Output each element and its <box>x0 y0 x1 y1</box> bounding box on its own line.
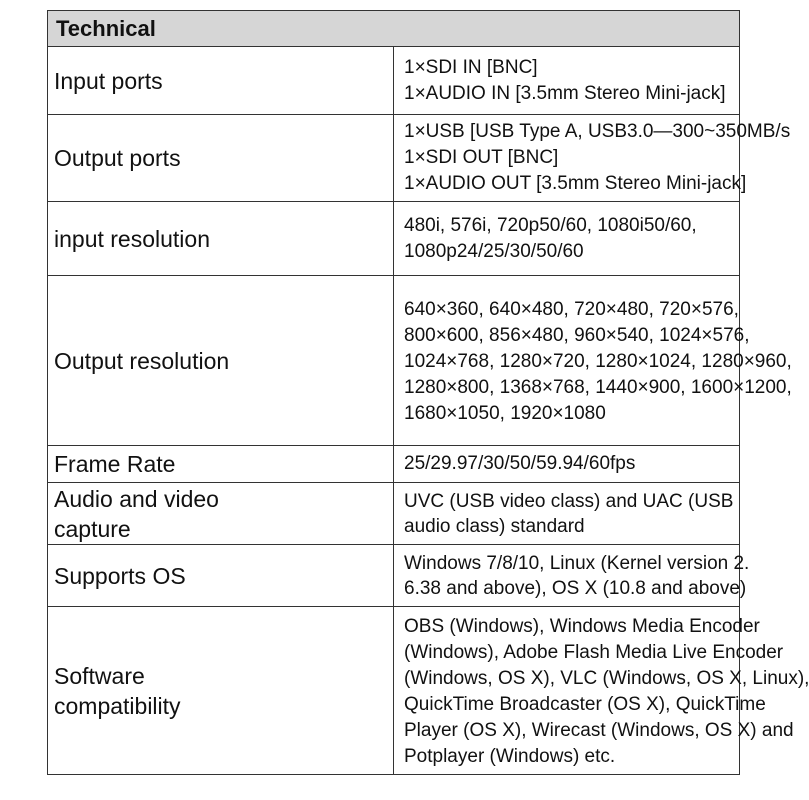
table-row-frame-rate <box>48 446 740 483</box>
row-label: Input ports <box>48 47 394 115</box>
label-line: Software <box>54 662 145 689</box>
value-line: 1×AUDIO OUT [3.5mm Stereo Mini-jack] <box>404 173 747 194</box>
value-line: UVC (USB video class) and UAC (USB <box>404 490 734 512</box>
row-value <box>394 47 740 115</box>
row-label: Supports OS <box>48 545 394 607</box>
value-line: 1024×768, 1280×720, 1280×1024, 1280×960, <box>404 350 792 372</box>
value-line: 6.38 and above), OS X (10.8 and above) <box>404 577 747 599</box>
row-value <box>394 607 809 775</box>
row-value <box>394 115 791 202</box>
value-line: (Windows, OS X), VLC (Windows, OS X, Linux), <box>404 667 809 689</box>
table-row-input-ports <box>48 47 740 115</box>
row-label: Output resolution <box>48 276 394 446</box>
value-line: Windows 7/8/10, Linux (Kernel version 2. <box>404 552 750 574</box>
row-label: Frame Rate <box>48 446 394 483</box>
technical-spec-table <box>47 10 809 775</box>
value-line: 1×AUDIO IN [3.5mm Stereo Mini-jack] <box>404 82 726 104</box>
value-line: 640×360, 640×480, 720×480, 720×576, <box>404 298 739 320</box>
row-value <box>394 446 740 483</box>
value-line: 1×SDI IN [BNC] <box>404 56 538 78</box>
label-line: Audio and video <box>54 485 219 512</box>
value-line: 480i, 576i, 720p50/60, 1080i50/60, <box>404 214 697 236</box>
row-label: Output ports <box>48 115 394 202</box>
value-line: 1080p24/25/30/50/60 <box>404 240 584 262</box>
row-value <box>394 276 792 446</box>
value-line: QuickTime Broadcaster (OS X), QuickTime <box>404 693 766 715</box>
row-label <box>48 483 394 545</box>
table-row-output-resolution <box>48 276 740 446</box>
label-line: capture <box>54 515 131 542</box>
value-line: OBS (Windows), Windows Media Encoder <box>404 615 760 637</box>
table-row-audio-video-capture <box>48 483 740 545</box>
row-label: input resolution <box>48 202 394 276</box>
table-row-input-resolution <box>48 202 740 276</box>
table-title: Technical <box>48 11 740 47</box>
value-line: 1280×800, 1368×768, 1440×900, 1600×1200, <box>404 376 792 398</box>
value-line: Potplayer (Windows) etc. <box>404 745 616 767</box>
row-value <box>394 545 750 607</box>
value-line: Player (OS X), Wirecast (Windows, OS X) and <box>404 719 794 741</box>
value-line: 1680×1050, 1920×1080 <box>404 402 606 424</box>
table-row-software-compatibility <box>48 607 740 775</box>
value-line: audio class) standard <box>404 515 585 537</box>
table-row-output-ports <box>48 115 740 202</box>
row-value <box>394 202 740 276</box>
value-line: 25/29.97/30/50/59.94/60fps <box>404 453 636 474</box>
value-line: 1×SDI OUT [BNC] <box>404 147 559 168</box>
table-header-row <box>48 11 740 47</box>
value-line: (Windows), Adobe Flash Media Live Encoder <box>404 641 784 663</box>
row-label <box>48 607 394 775</box>
label-line: compatibility <box>54 692 181 719</box>
value-line: 800×600, 856×480, 960×540, 1024×576, <box>404 324 750 346</box>
row-value <box>394 483 740 545</box>
value-line: 1×USB [USB Type A, USB3.0—300~350MB/s <box>404 121 791 142</box>
table-row-supports-os <box>48 545 740 607</box>
